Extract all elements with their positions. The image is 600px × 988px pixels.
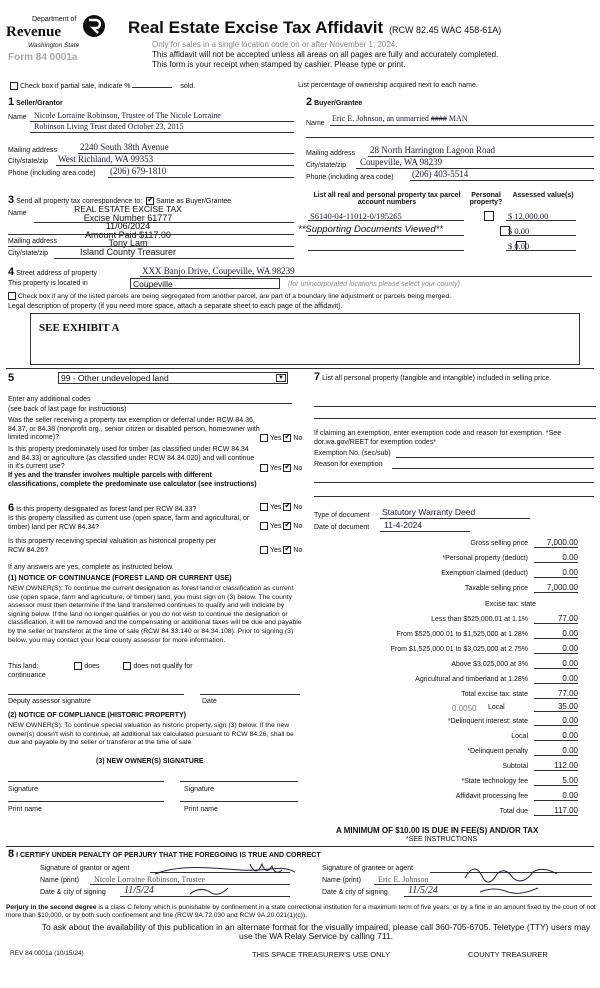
s5-q1-no[interactable]	[283, 434, 291, 442]
s5-question-2: Is this property predominately used for timber (as classified under RCW 84.34 and 84.33) or agriculture (as classified under RCW 84.34.020) and will continue in it's current use?	[8, 446, 255, 470]
s5-q2-answer: Yes✔ No	[258, 464, 302, 472]
any-yes-note: If any answers are yes, complete as instructed below.	[8, 564, 174, 571]
continuance-label: continuance	[8, 672, 46, 679]
parcel-number[interactable]: S6140-04-11012-0/195265	[310, 211, 402, 221]
buyer-name-label: Name	[306, 120, 325, 127]
calc-value[interactable]: 0.00	[534, 674, 578, 684]
new-owner-sig-heading: (3) NEW OWNER(S) SIGNATURE	[96, 758, 204, 765]
seller-heading: 1 Seller/Grantor	[8, 96, 63, 108]
s6-q1-answer: Yes✔ No	[258, 503, 302, 511]
form-title: Real Estate Excise Tax Affidavit (RCW 82.45 WAC 458-61A)	[128, 18, 502, 37]
s5-q2-yes[interactable]	[260, 464, 268, 472]
grantee-name[interactable]: Eric E. Johnson	[378, 875, 429, 884]
calc-label: From $525,000.01 to $1,525,000 at 1.28%	[396, 631, 528, 638]
calc-label: Exemption claimed (deduct)	[441, 570, 528, 577]
calc-label: *Delinquent penalty	[467, 748, 528, 755]
seller-mailing-label: Mailing address	[8, 147, 58, 154]
calc-label: *State technology fee	[461, 778, 528, 785]
does-not-checkbox[interactable]	[123, 662, 131, 670]
supporting-docs: **Supporting Documents Viewed**	[298, 224, 444, 235]
seller-city-label: City/state/zip	[8, 158, 49, 165]
section5-num: 5	[8, 372, 15, 384]
location-select[interactable]: Coupeville	[130, 278, 280, 289]
s6-question-3: Is this property receiving special valuation as historical property per RCW 84.26?	[8, 538, 217, 554]
calc-label: Total due	[499, 808, 528, 815]
s5-question-2b: If yes and the transfer involves multiple parcels with different classifications, complete the predominate use calculator (see instructions)	[8, 472, 257, 488]
reason-label: Reason for exemption	[314, 461, 383, 468]
ownership-note: List percentage of ownership acquired next to each name.	[298, 82, 478, 89]
only-for-note: Only for sales in a single location code on or after November 1, 2024.	[152, 40, 398, 49]
dropdown-arrow-icon[interactable]: ▼	[276, 374, 286, 382]
print-name-label-2: Print name	[184, 806, 218, 813]
doc-date-label: Date of document	[314, 524, 370, 531]
calc-value[interactable]: 0.00	[534, 731, 578, 741]
buyer-phone[interactable]: (206) 403-5514	[412, 169, 469, 179]
buyer-mailing-label: Mailing address	[306, 150, 356, 157]
see-back-note: (see back of last page for instructions)	[8, 406, 127, 413]
buyer-city-label: City/state/zip	[306, 162, 347, 169]
s6-q2-yes[interactable]	[260, 522, 268, 530]
local-rate: 0.0050	[452, 704, 477, 713]
seller-name-line1[interactable]: Nicole Lorraine Robinson, Trustee of The Nicole Lorraine	[34, 111, 221, 120]
local-value[interactable]: 35.00	[534, 702, 578, 712]
calc-value[interactable]: 0.00	[534, 716, 578, 726]
s3-city-label: City/state/zip	[8, 250, 49, 257]
grantor-date-label: Date & city of signing	[40, 889, 106, 896]
seller-phone-label: Phone (including area code)	[8, 170, 96, 177]
assessed-value-2[interactable]: $ 0.00	[508, 226, 530, 236]
land-use-select[interactable]: 99 - Other undeveloped land ▼	[58, 372, 288, 384]
grantor-name-label: Name (print)	[40, 877, 79, 884]
revenue-logo-icon	[82, 14, 106, 38]
s6-q2-answer: Yes✔ No	[258, 522, 302, 530]
alt-format-notice: To ask about the availability of this publication in an alternate format for the visually impaired, please call 360-705-6705. Teletype (TTY) users may use the WA Relay Service by calling 711.	[41, 922, 591, 941]
calc-value[interactable]: 0.00	[534, 659, 578, 669]
s6-q3-answer: Yes✔ No	[258, 546, 302, 554]
buyer-mailing[interactable]: 28 North Harrington Lagoon Road	[370, 145, 495, 155]
exemption-text: If claiming an exemption, enter exemption code and reason for exemption. *See dor.wa.gov/REET for exemption codes*	[314, 430, 562, 446]
seller-mailing[interactable]: 2240 South 38th Avenue	[80, 142, 169, 152]
agency-name: Revenue	[6, 24, 61, 40]
calc-label: Total excise tax: state	[461, 691, 528, 698]
calc-label: Taxable selling price	[464, 585, 528, 592]
notice2-body: NEW OWNER(S): To continue special valuation as historic property, sign (3) below. If the new owner(s) doesn't wish to continue, all additional tax calculated pursuant to RCW 84.26, shall be due and payable by the seller or transferor at the time of sale	[8, 722, 294, 747]
treasurer-stamp: REAL ESTATE EXCISE TAX Excise Number 61777 11/06/2024 Amount Paid $117.00 Tony Lam Island County Treasurer	[74, 204, 182, 257]
calc-label: Subtotal	[502, 763, 528, 770]
calc-label: Agricultural and timberland at 1.28%	[415, 676, 528, 683]
calc-value[interactable]: 0.00	[534, 644, 578, 654]
notice1-heading: (1) NOTICE OF CONTINUANCE (FOREST LAND OR CURRENT USE)	[8, 575, 232, 582]
partial-sale-row: Check box if partial sale, indicate % sold.	[8, 82, 195, 90]
s6-question-2: Is this property classified as current use (open space, farm and agricultural, or timber) land per RCW 84.34?	[8, 515, 250, 531]
personal-header: Personal property?	[469, 192, 503, 206]
buyer-city[interactable]: Coupeville, WA 98239	[360, 157, 443, 167]
does-checkbox[interactable]	[74, 662, 82, 670]
calc-value[interactable]: 112.00	[534, 761, 578, 771]
minimum-notice: A MINIMUM OF $10.00 IS DUE IN FEE(S) AND/OR TAX	[336, 826, 539, 835]
calc-label: *Personal property (deduct)	[442, 555, 528, 562]
section3-intro: 3 Send all property tax correspondence to: ✔ Same as Buyer/Grantee	[8, 194, 231, 206]
calc-label: Local	[511, 733, 528, 740]
calc-value[interactable]: 5.00	[534, 776, 578, 786]
s5-q1-answer: Yes✔ No	[258, 434, 302, 442]
s3-name-label: Name	[8, 210, 27, 217]
buyer-name[interactable]: Eric E. Johnson, an unmarried #### MAN	[332, 114, 468, 123]
dor-logo	[6, 14, 106, 66]
grantor-signature-icon	[150, 854, 300, 900]
calc-value[interactable]: 0.00	[534, 553, 578, 563]
calc-value[interactable]: 77.00	[534, 689, 578, 699]
receipt-note: This form is your receipt when stamped by cashier. Please type or print.	[152, 60, 406, 69]
assessed-value-1[interactable]: $ 12,000.00	[508, 211, 549, 221]
legal-description-box[interactable]: SEE EXHIBIT A	[30, 313, 580, 365]
grantee-date[interactable]: 11/5/24	[408, 885, 438, 896]
calc-label: Less than $525,000.01 at 1.1%	[431, 616, 528, 623]
section7-text: 7 List all personal property (tangible and intangible) included in selling price.	[314, 371, 552, 383]
calc-value[interactable]: 0.00	[534, 568, 578, 578]
sig-label-2: Signature	[184, 786, 214, 793]
assessed-header: Assessed value(s)	[512, 192, 574, 199]
dept-label: Department of	[32, 16, 77, 23]
grantor-date[interactable]: 11/5/24	[124, 885, 154, 896]
s6-q3-yes[interactable]	[260, 546, 268, 554]
exemption-no-label: Exemption No. (sec/sub)	[314, 450, 391, 457]
calc-value[interactable]: 77.00	[534, 614, 578, 624]
treasurer-space-label: THIS SPACE TREASURER'S USE ONLY	[252, 950, 391, 959]
unincorporated-note: (for unincorporated locations please select your county)	[288, 281, 460, 288]
calc-value[interactable]: 7,000.00	[534, 538, 578, 548]
seller-name-line2[interactable]: Robinson Living Trust dated October 23, 2015	[34, 122, 184, 131]
notice1-body: NEW OWNER(S): To continue the current designation as forest land or classification as current use (open space, farm and agriculture, or timber) land, you must sign on (3) below. The county assessor must then determine if the land transferred continues to qualify and will indicate by signing below. If the land no longer qualifies or you do not wish to continue the designation or classification, it will be removed and the compensating or additional taxes will be due and payable by the seller or transferor at the time of sale (RCW 84.33.140 or 84.34.108). Prior to signing (3) below, you may contact your local county assessor for more information.	[8, 585, 302, 644]
calc-label: Gross selling price	[470, 540, 528, 547]
buyer-phone-label: Phone (including area code)	[306, 174, 394, 181]
this-land-row: This land: does does not qualify for	[8, 662, 193, 670]
doc-type-label: Type of document	[314, 512, 370, 519]
deputy-date-label: Date	[202, 698, 217, 705]
doc-date[interactable]: 11-4-2024	[384, 520, 423, 530]
legal-label: Legal description of property (if you need more space, attach a separate sheet to each page of the affidavit).	[8, 303, 343, 310]
grantor-name[interactable]: Nicole Lorraine Robinson, Trustee	[94, 875, 206, 884]
s6-q2-no[interactable]	[283, 522, 291, 530]
grantee-date-label: Date & city of signing	[322, 889, 388, 896]
notice2-heading: (2) NOTICE OF COMPLIANCE (HISTORIC PROPERTY)	[8, 712, 186, 719]
street-address-row: 4 Street address of property	[8, 266, 98, 278]
sig-grantor-label: Signature of grantor or agent	[40, 865, 130, 872]
form-number: Form 84 0001a	[8, 52, 78, 63]
calc-value[interactable]: 7,000.00	[534, 583, 578, 593]
s6-q1-yes[interactable]	[260, 503, 268, 511]
rev-label: REV 84 0001a (10/15/24)	[10, 950, 84, 957]
not-accepted-note: This affidavit will not be accepted unless all areas on all pages are fully and accurately completed.	[152, 50, 499, 59]
s6-q1-no[interactable]	[283, 503, 291, 511]
sig-label-1: Signature	[8, 786, 38, 793]
excise-tax-state-label: Excise tax: state	[485, 601, 536, 608]
s5-q1-yes[interactable]	[260, 434, 268, 442]
local-label: Local	[488, 704, 505, 711]
seller-name-label: Name	[8, 114, 27, 121]
calc-label: *Delinquent interest: state	[447, 718, 528, 725]
see-instructions: *SEE INSTRUCTIONS	[406, 836, 478, 843]
certify-heading: 8 I CERTIFY UNDER PENALTY OF PERJURY THAT THE FOREGOING IS TRUE AND CORRECT	[8, 848, 321, 860]
doc-type[interactable]: Statutory Warranty Deed	[382, 507, 476, 517]
calc-label: Above $3,025,000 at 3%	[451, 661, 528, 668]
calc-value[interactable]: 0.00	[534, 791, 578, 801]
personal-checkbox-1[interactable]	[484, 211, 494, 221]
parcel-header: List all real and personal property tax parcel account numbers	[313, 192, 461, 206]
calc-value[interactable]: 0.00	[534, 629, 578, 639]
assessed-value-3[interactable]: $ 0.00	[508, 241, 530, 251]
buyer-heading: 2 Buyer/Grantee	[306, 96, 363, 108]
seller-city[interactable]: West Richland, WA 99353	[58, 154, 154, 164]
segregated-row: Check box if any of the listed parcels are being segregated from another parcel, are part of a boundary line adjustment or parcels being merged.	[6, 292, 451, 300]
s5-question-1: Was the seller receiving a property tax exemption or deferral under RCW 84.36, 84.37, or 84.38 (nonprofit org., senior citizen or disabled person, homeowner with limited income)?	[8, 417, 260, 441]
located-label: This property is located in	[8, 280, 88, 287]
seller-phone[interactable]: (206) 679-1810	[110, 166, 167, 176]
grantee-name-label: Name (print)	[322, 877, 361, 884]
s5-q2-no[interactable]	[283, 464, 291, 472]
segregated-checkbox[interactable]	[8, 292, 16, 300]
additional-codes-label: Enter any additional codes	[8, 396, 91, 403]
deputy-sig-label: Deputy assessor signature	[8, 698, 91, 705]
s3-mailing-label: Mailing address	[8, 238, 58, 245]
property-street[interactable]: XXX Banjo Drive, Coupeville, WA 98239	[142, 266, 295, 276]
state-label: Washington State	[28, 42, 80, 49]
calc-label: Affidavit processing fee	[455, 793, 528, 800]
grantee-signature-icon	[460, 856, 590, 898]
perjury-notice: Perjury in the second degree is a class C felony which is punishable by confinement in a state correctional institution for a maximum term of five years, or by a fine in an amount fixed by the court of not more than $10,000, or by both such confinement and fine (RCW 9A.72.030 and RCW 9A.20.021(1)(c)).	[6, 904, 596, 919]
sig-grantee-label: Signature of grantee or agent	[322, 865, 414, 872]
calc-value[interactable]: 0.00	[534, 746, 578, 756]
s6-q3-no[interactable]	[283, 546, 291, 554]
county-treasurer-label: COUNTY TREASURER	[468, 950, 548, 959]
partial-sale-checkbox[interactable]	[10, 82, 18, 90]
calc-value[interactable]: 117.00	[534, 806, 578, 816]
print-name-label-1: Print name	[8, 806, 42, 813]
s6-question-1: 6 Is this property designated as forest land per RCW 84.33?	[8, 502, 197, 514]
calc-label: From $1,525,000.01 to $3,025,000 at 2.75%	[390, 646, 528, 653]
